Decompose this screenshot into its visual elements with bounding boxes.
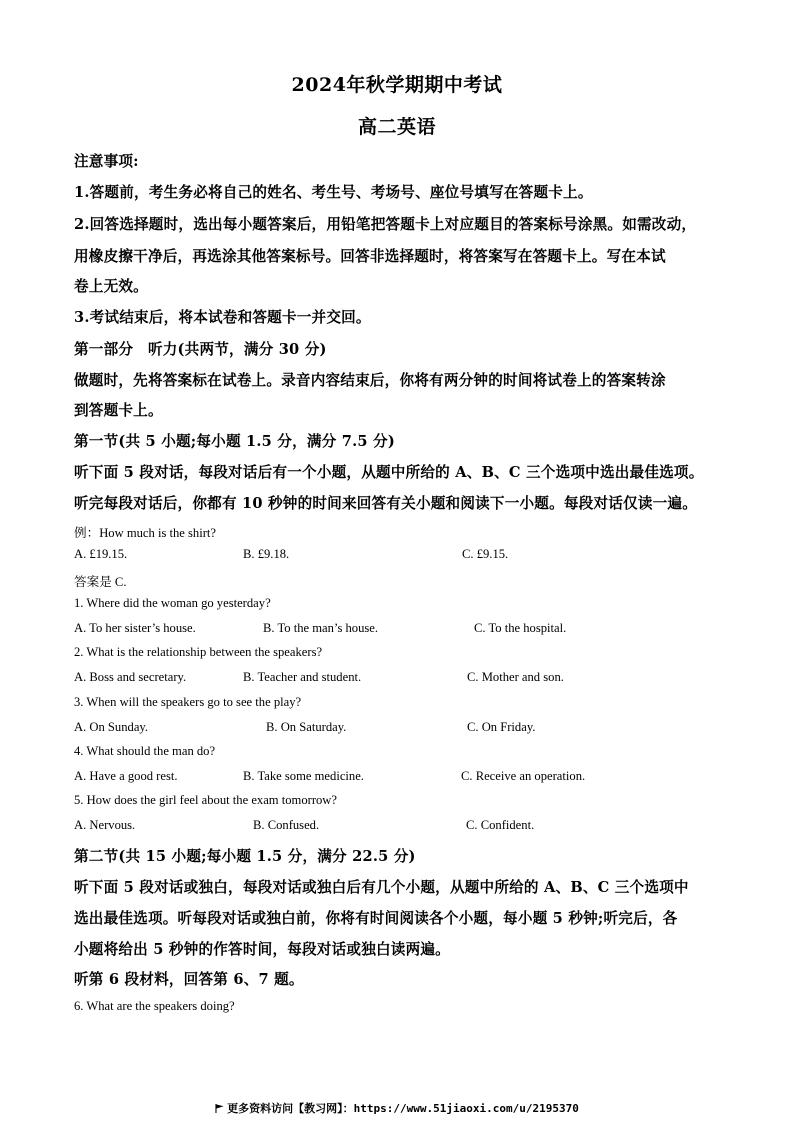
- question-4-option-a: A. Have a good rest.: [74, 769, 178, 783]
- notice-item-3: 3.考试结束后，将本试卷和答题卡一并交回。: [74, 309, 371, 326]
- question-4-option-b: B. Take some medicine.: [243, 769, 364, 783]
- example-question: 例：How much is the shirt?: [74, 526, 217, 540]
- notice-heading: 注意事项:: [74, 153, 139, 170]
- question-1-option-c: C. To the hospital.: [474, 621, 567, 635]
- question-4: 4. What should the man do?: [74, 744, 216, 758]
- question-5-option-c: C. Confident.: [466, 818, 535, 832]
- section1-intro-line-2: 听完每段对话后，你都有 10 秒钟的时间来回答有关小题和阅读下一小题。每段对话仅读一遍。: [74, 495, 698, 512]
- exam-subject: 高二英语: [357, 116, 436, 138]
- footer-link[interactable]: [0, 1100, 794, 1116]
- part1-intro-line-2: 到答题卡上。: [74, 402, 163, 419]
- question-4-option-c: C. Receive an operation.: [461, 769, 586, 783]
- section2-heading: 第二节(共 15 小题;每小题 1.5 分，满分 22.5 分): [74, 848, 416, 865]
- question-3-option-c: C. On Friday.: [467, 720, 536, 734]
- question-3-option-b: B. On Saturday.: [266, 720, 347, 734]
- question-5: 5. How does the girl feel about the exam tomorrow?: [74, 793, 337, 807]
- section2-intro-line-2: 选出最佳选项。听每段对话或独白前，你将有时间阅读各个小题，每小题 5 秒钟;听完后，各: [74, 910, 678, 927]
- example-answer: 答案是 C.: [74, 575, 127, 589]
- question-1-option-a: A. To her sister’s house.: [74, 621, 196, 635]
- question-2-option-b: B. Teacher and student.: [243, 670, 362, 684]
- part1-intro-line-1: 做题时，先将答案标在试卷上。录音内容结束后，你将有两分钟的时间将试卷上的答案转涂: [74, 372, 666, 389]
- section1-heading: 第一节(共 5 小题;每小题 1.5 分，满分 7.5 分): [74, 433, 395, 450]
- part1-heading: 第一部分 听力(共两节，满分 30 分): [74, 341, 327, 358]
- question-5-option-b: B. Confused.: [253, 818, 320, 832]
- section1-intro-line-1: 听下面 5 段对话，每段对话后有一个小题，从题中所给的 A、B、C 三个选项中选出最佳选项。: [74, 464, 704, 481]
- material-6-instruction: 听第 6 段材料，回答第 6、7 题。: [74, 971, 304, 988]
- flag-icon: [215, 1104, 224, 1113]
- question-1-option-b: B. To the man’s house.: [263, 621, 379, 635]
- question-5-option-a: A. Nervous.: [74, 818, 136, 832]
- question-3: 3. When will the speakers go to see the play?: [74, 695, 302, 709]
- section2-intro-line-3: 小题将给出 5 秒钟的作答时间，每段对话或独白读两遍。: [74, 941, 450, 958]
- footer-text: 更多资料访问【教习网】：https://www.51jiaoxi.com/u/2195370: [227, 1102, 579, 1115]
- notice-item-1: 1.答题前，考生务必将自己的姓名、考生号、考场号、座位号填写在答题卡上。: [74, 184, 593, 201]
- notice-item-2-line-1: 2.回答选择题时，选出每小题答案后，用铅笔把答题卡上对应题目的答案标号涂黑。如需改动，: [74, 216, 697, 233]
- question-3-option-a: A. On Sunday.: [74, 720, 149, 734]
- question-1: 1. Where did the woman go yesterday?: [74, 596, 271, 610]
- section2-intro-line-1: 听下面 5 段对话或独白，每段对话或独白后有几个小题，从题中所给的 A、B、C 三个选项中: [74, 879, 689, 896]
- question-2-option-a: A. Boss and secretary.: [74, 670, 187, 684]
- example-option-b: B. £9.18.: [243, 547, 290, 561]
- question-2: 2. What is the relationship between the speakers?: [74, 645, 323, 659]
- exam-title: 2024年秋学期期中考试: [291, 74, 503, 96]
- example-option-a: A. £19.15.: [74, 547, 128, 561]
- question-2-option-c: C. Mother and son.: [467, 670, 564, 684]
- question-6: 6. What are the speakers doing?: [74, 999, 235, 1013]
- example-option-c: C. £9.15.: [462, 547, 509, 561]
- notice-item-2-line-3: 卷上无效。: [74, 278, 148, 295]
- notice-item-2-line-2: 用橡皮擦干净后，再选涂其他答案标号。回答非选择题时，将答案写在答题卡上。写在本试: [74, 248, 666, 265]
